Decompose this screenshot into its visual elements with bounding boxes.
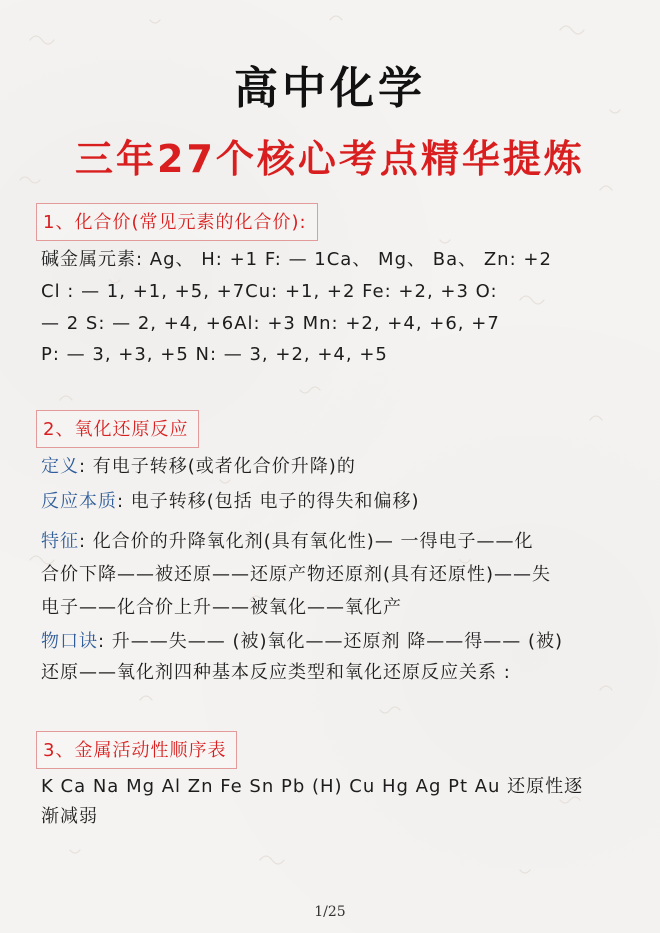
page-subtitle: 三年27个核心考点精华提炼 [75, 137, 585, 181]
mnemonic-line: 还原——氧化剂四种基本反应类型和氧化还原反应关系 : [41, 662, 511, 683]
mnemonic-label: 物口诀 [41, 631, 98, 652]
section-1-line: Cl : — 1, +1, +5, +7Cu: +1, +2 Fe: +2, +3 O: [41, 281, 498, 302]
feature-line: 合价下降——被还原——还原产物还原剂(具有还原性)——失 [41, 564, 552, 585]
section-1-line: P: — 3, +3, +5 N: — 3, +2, +4, +5 [41, 344, 388, 365]
section-3-line: K Ca Na Mg Al Zn Fe Sn Pb (H) Cu Hg Ag Pt Au 还原性逐 [41, 776, 584, 797]
page-number: 1/25 [314, 904, 346, 920]
page-title: 高中化学 [234, 63, 426, 114]
section-3-line: 渐减弱 [41, 806, 98, 827]
mnemonic-text: : 升——失—— (被)氧化——还原剂 降——得—— (被) [98, 631, 564, 652]
feature-line [41, 530, 534, 554]
definition-label: 定义 [41, 456, 79, 477]
section-1-line: 碱金属元素: Ag、 H: +1 F: — 1Ca、 Mg、 Ba、 Zn: +2 [41, 249, 552, 270]
essence-label: 反应本质 [41, 491, 117, 512]
feature-text: : 化合价的升降氧化剂(具有氧化性)— 一得电子——化 [79, 531, 534, 552]
definition-line [41, 455, 356, 479]
section-1-heading: 1、化合价(常见元素的化合价): [36, 203, 318, 241]
definition-text: : 有电子转移(或者化合价升降)的 [79, 456, 356, 477]
section-3-heading: 3、金属活动性顺序表 [36, 731, 237, 769]
feature-line: 电子——化合价上升——被氧化——氧化产 [41, 597, 402, 618]
section-1-line: — 2 S: — 2, +4, +6Al: +3 Mn: +2, +4, +6, +7 [41, 313, 500, 334]
essence-line [41, 490, 420, 514]
section-2-heading: 2、氧化还原反应 [36, 410, 199, 448]
feature-label: 特征 [41, 531, 79, 552]
essence-text: : 电子转移(包括 电子的得失和偏移) [117, 491, 420, 512]
mnemonic-line [41, 630, 563, 654]
